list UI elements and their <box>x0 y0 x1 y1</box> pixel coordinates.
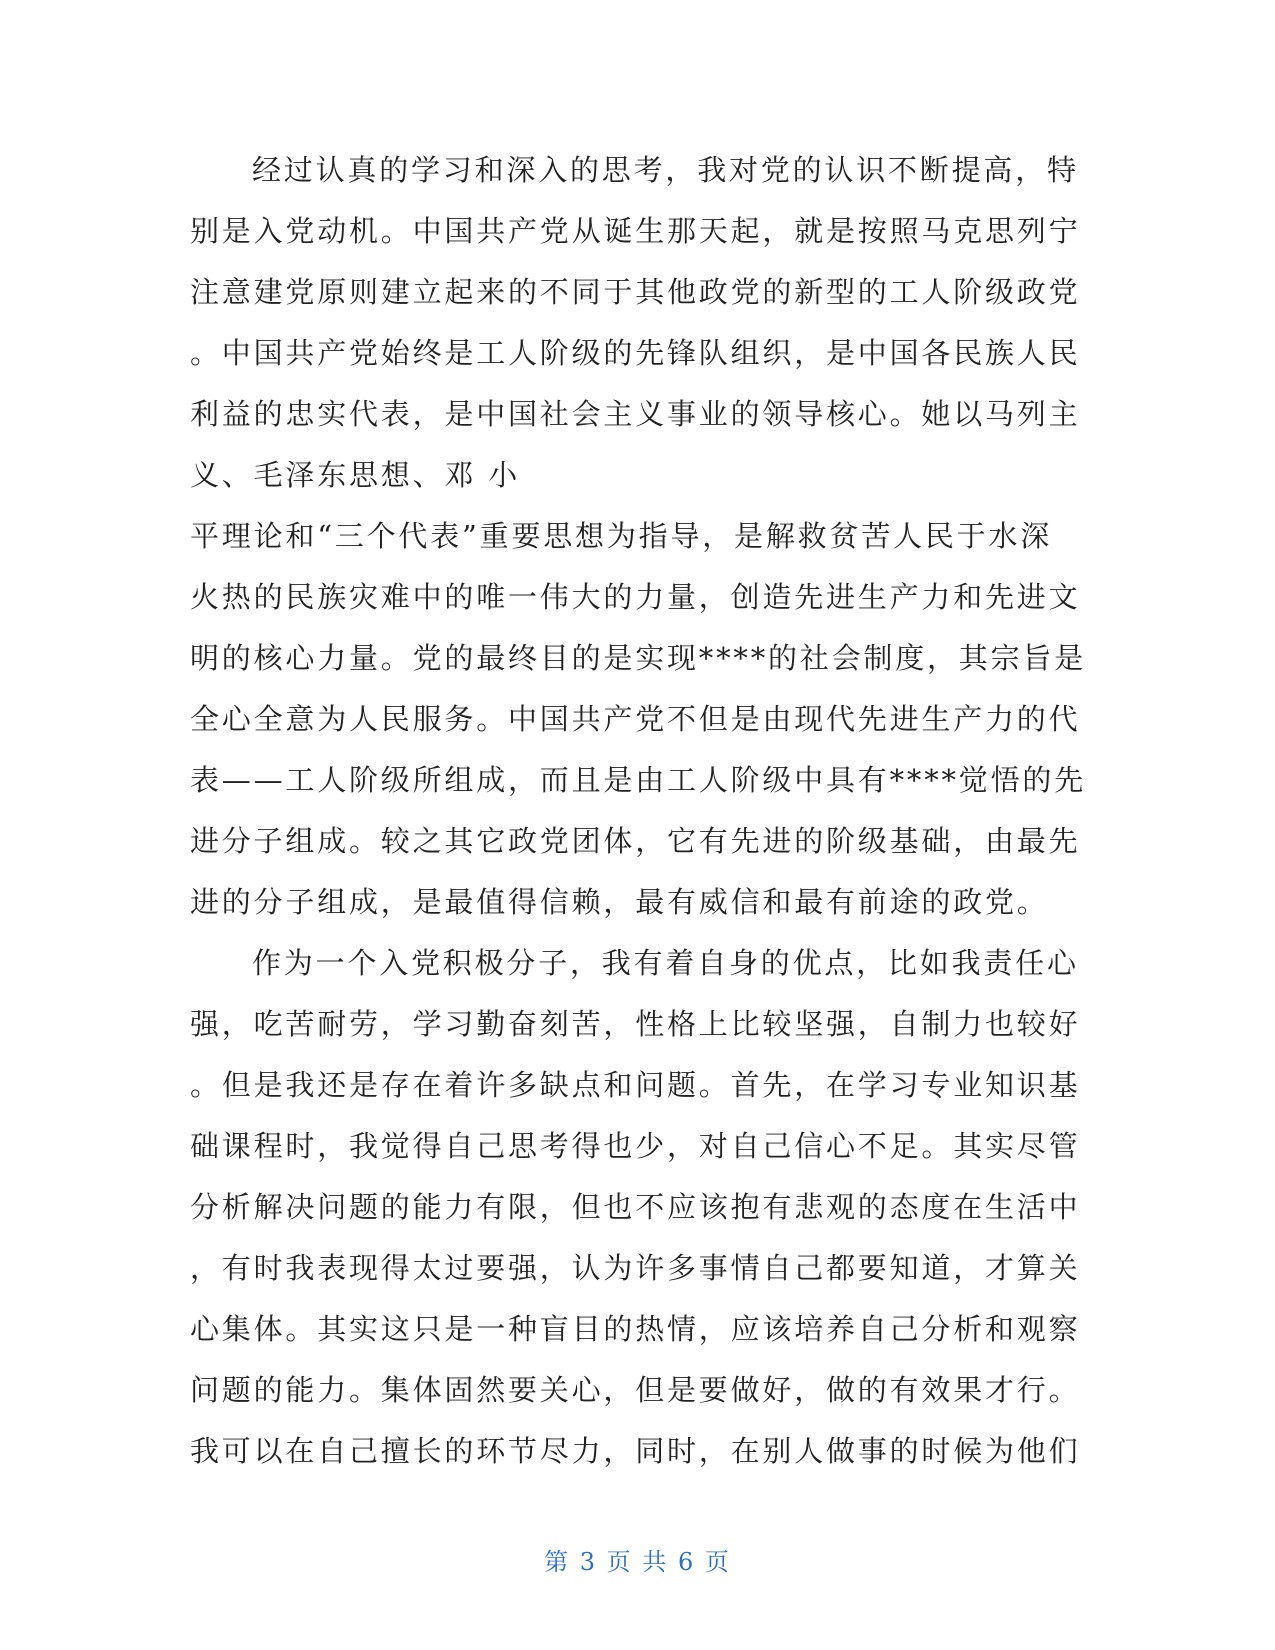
paragraph-3-line-4: 础课程时，我觉得自己思考得也少，对自己信心不足。其实尽管 <box>190 1129 1081 1163</box>
paragraph-1-line-6: 义、毛泽东思想、邓 小 <box>190 458 521 492</box>
paragraph-2-line-2: 火热的民族灾难中的唯一伟大的力量，创造先进生产力和先进文 <box>190 580 1081 614</box>
paragraph-1-line-1: 经过认真的学习和深入的思考，我对党的认识不断提高，特 <box>252 153 1079 187</box>
paragraph-3-line-6: ，有时我表现得太过要强，认为许多事情自己都要知道，才算关 <box>190 1251 1081 1285</box>
paragraph-2-line-4: 全心全意为人民服务。中国共产党不但是由现代先进生产力的代 <box>190 702 1081 736</box>
paragraph-3-line-5: 分析解决问题的能力有限，但也不应该抱有悲观的态度在生活中 <box>190 1190 1081 1224</box>
paragraph-3-line-1: 作为一个入党积极分子，我有着自身的优点，比如我责任心 <box>252 946 1079 980</box>
paragraph-3-line-8: 问题的能力。集体固然要关心，但是要做好，做的有效果才行。 <box>190 1373 1081 1407</box>
paragraph-3-line-3: 。但是我还是存在着许多缺点和问题。首先，在学习专业知识基 <box>190 1068 1081 1102</box>
document-body <box>190 140 1087 1482</box>
paragraph-1-line-3: 注意建党原则建立起来的不同于其他政党的新型的工人阶级政党 <box>190 275 1081 309</box>
paragraph-2-line-7: 进的分子组成，是最值得信赖，最有威信和最有前途的政党。 <box>190 885 1049 919</box>
paragraph-3-line-2: 强，吃苦耐劳，学习勤奋刻苦，性格上比较坚强，自制力也较好 <box>190 1007 1081 1041</box>
page-indicator: 第 3 页 共 6 页 <box>544 1548 731 1576</box>
paragraph-3-line-7: 心集体。其实这只是一种盲目的热情，应该培养自己分析和观察 <box>190 1312 1081 1346</box>
paragraph-3-line-9: 我可以在自己擅长的环节尽力，同时，在别人做事的时候为他们 <box>190 1434 1081 1468</box>
paragraph-1-line-4: 。中国共产党始终是工人阶级的先锋队组织，是中国各民族人民 <box>190 336 1081 370</box>
paragraph-2-line-5: 表——工人阶级所组成，而且是由工人阶级中具有****觉悟的先 <box>190 763 1087 797</box>
paragraph-2-line-1: 平理论和“三个代表”重要思想为指导，是解救贫苦人民于水深 <box>190 519 1053 553</box>
paragraph-1-line-2: 别是入党动机。中国共产党从诞生那天起，就是按照马克思列宁 <box>190 214 1081 248</box>
paragraph-2-line-6: 进分子组成。较之其它政党团体，它有先进的阶级基础，由最先 <box>190 824 1081 858</box>
paragraph-1-line-5: 利益的忠实代表，是中国社会主义事业的领导核心。她以马列主 <box>190 397 1081 431</box>
paragraph-2-line-3: 明的核心力量。党的最终目的是实现****的社会制度，其宗旨是 <box>190 641 1087 675</box>
